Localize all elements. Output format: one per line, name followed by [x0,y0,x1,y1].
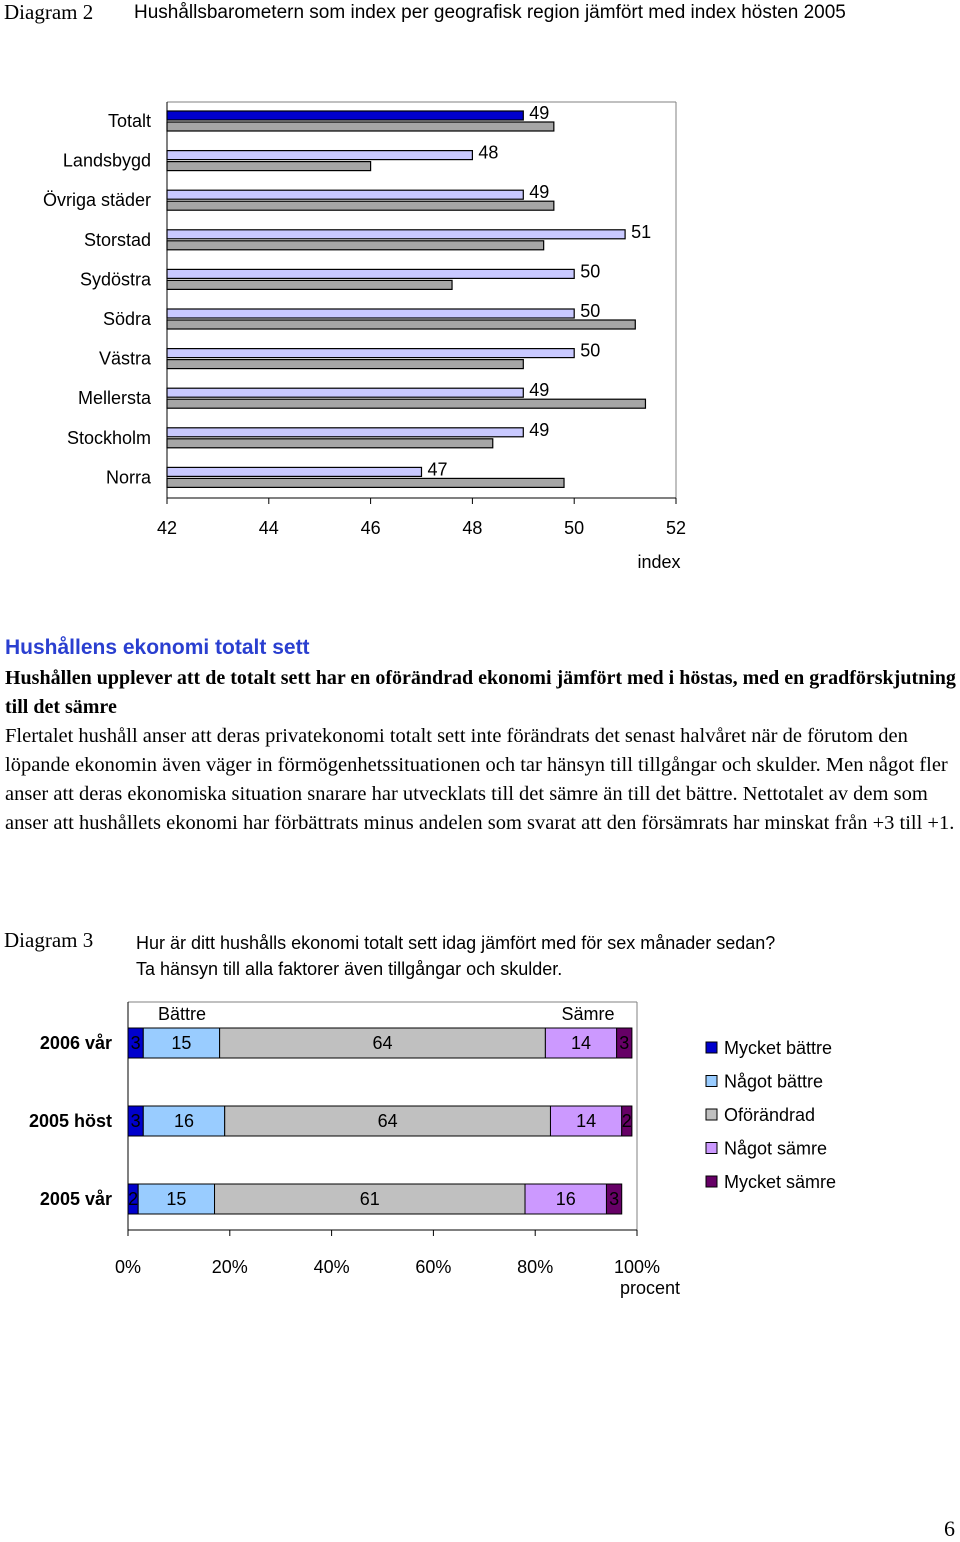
legend-swatch [706,1176,717,1187]
chart3-category-labels [29,1033,112,1209]
chart3-stacked-bars [128,1028,632,1214]
chart2-value-label: 50 [580,301,601,321]
chart3-segment-label: 2 [621,1111,632,1131]
chart3-segment-label: 14 [576,1111,597,1131]
section-lead: Hushållen upplever att de totalt sett har en oförändrad ekonomi jämfört med i höstas, med en gradförskjutning till det sämre [5,667,956,718]
chart3-tick-label: 60% [415,1257,452,1277]
legend-label: Något bättre [724,1071,824,1092]
chart3-category-label: 2006 vår [39,1033,112,1053]
household-economy-chart [0,990,960,1300]
chart2-bar-current [167,151,472,160]
chart2-value-label: 50 [580,340,601,361]
chart3-tick-label: 100% [613,1257,661,1277]
chart2-x-ticks [157,498,686,538]
chart2-bar-autumn-2005 [167,399,645,408]
chart2-bar-autumn-2005 [167,122,554,131]
chart3-segment-label: 3 [130,1111,141,1131]
chart3-category-label: 2005 vår [39,1189,112,1209]
chart2-value-label: 47 [427,459,448,480]
legend-swatch [706,1143,717,1154]
legend-label: Något sämre [724,1138,828,1159]
chart2-bar-current [167,467,422,476]
chart3-x-axis-label: procent [619,1278,681,1298]
chart2-bar-current [167,230,625,239]
chart3-x-ticks [115,1230,660,1277]
chart2-bar-current [167,428,523,437]
chart2-value-label: 49 [529,182,550,203]
chart2-category-label: Övriga städer [42,190,151,211]
chart2-bar-current [167,269,574,278]
chart2-value-label: 49 [529,103,550,123]
chart2-category-label: Stockholm [66,427,151,448]
chart3-segment-label: 61 [359,1189,380,1209]
chart3-annotations [158,1004,615,1024]
chart2-category-labels [43,111,152,487]
chart3-segment-label: 15 [171,1033,192,1053]
chart2-value-label: 48 [478,142,499,163]
chart2-bar-current [167,309,574,318]
chart2-bar-current [167,190,523,199]
diagram3-label: Diagram 3 [4,928,94,952]
chart3-tick-label: 0% [114,1257,142,1277]
chart3-tick-label: 40% [313,1257,350,1277]
page-number: 6 [944,1516,955,1541]
chart2-bar-autumn-2005 [167,360,523,369]
chart2-tick-label: 48 [462,518,483,538]
diagram3-question-line1: Hur är ditt hushålls ekonomi totalt sett idag jämfört med för sex månader sedan? [136,933,776,953]
chart3-annotation-better: Bättre [157,1004,207,1024]
legend-label: Oförändrad [724,1105,816,1125]
diagram2-title: Hushållsbarometern som index per geografisk region jämfört med index hösten 2005 [134,2,846,23]
legend-swatch [706,1042,717,1053]
legend-label: Mycket sämre [724,1172,837,1192]
chart2-value-label: 51 [631,221,652,242]
legend-label: Mycket bättre [724,1038,833,1058]
chart2-category-label: Norra [105,467,151,488]
section-heading: Hushållens ekonomi totalt sett [5,636,310,659]
chart3-tick-label: 80% [517,1257,554,1277]
region-index-chart [0,90,960,580]
chart2-tick-label: 44 [258,518,279,538]
chart2-category-label: Västra [98,348,151,369]
diagram2-label: Diagram 2 [4,0,94,24]
chart3-segment-label: 2 [128,1189,139,1209]
chart3-category-label: 2005 höst [28,1111,112,1131]
chart3-segment-label: 3 [130,1033,141,1053]
section-body: Flertalet hushåll anser att deras privatekonomi totalt sett inte förändrats det senast halvåret när de förutom den löpande ekonomin även väger in förmögenhetssituationen och tar hänsyn till tillgångar och skulder. Men något fler anser att deras ekonomiska situation snarare har utvecklats till det sämre än till det bättre. Nettotalet av dem som anser att hushållets ekonomi har förbättrats minus andelen som svarat att den försämrats har minskat från +3 till +1. [5,725,955,834]
chart2-tick-label: 50 [564,518,585,538]
chart2-bar-autumn-2005 [167,201,554,210]
chart2-tick-label: 52 [665,518,687,538]
chart2-bars [167,111,645,487]
diagram3-question [136,930,775,982]
diagram3-question-line2: Ta hänsyn till alla faktorer även tillgångar och skulder. [136,959,563,979]
chart2-tick-label: 42 [156,518,178,538]
legend-swatch [706,1076,717,1087]
chart3-tick-label: 20% [211,1257,248,1277]
chart2-bar-current [167,349,574,358]
chart2-category-label: Södra [102,309,151,329]
chart2-bar-autumn-2005 [167,439,493,448]
chart3-segment-label: 15 [166,1189,187,1209]
chart2-bar-autumn-2005 [167,241,544,250]
chart3-segment-label: 64 [377,1111,398,1131]
chart2-x-axis-label: index [637,552,681,572]
chart2-category-label: Storstad [83,229,151,250]
chart2-bar-current [167,111,523,120]
chart2-category-label: Totalt [107,111,151,131]
economy-section [5,636,960,838]
legend-swatch [706,1109,717,1120]
chart3-segment-label: 64 [372,1033,393,1053]
chart3-segment-label: 3 [609,1189,620,1209]
chart2-bar-autumn-2005 [167,280,452,289]
chart2-bar-autumn-2005 [167,320,635,329]
diagram2-caption [4,0,846,25]
chart2-category-label: Landsbygd [62,150,151,171]
chart2-category-label: Mellersta [77,388,151,409]
chart3-segment-label: 16 [555,1189,576,1209]
chart2-tick-label: 46 [360,518,381,538]
chart3-segment-label: 16 [173,1111,195,1131]
chart3-annotation-worse: Sämre [561,1004,615,1024]
chart2-bar-autumn-2005 [167,162,371,171]
chart2-bar-current [167,388,523,397]
chart3-segment-label: 3 [619,1033,630,1053]
chart2-value-label: 49 [529,419,550,440]
chart2-value-label: 49 [529,380,550,401]
chart3-segment-label: 14 [570,1033,592,1053]
chart2-value-label: 50 [580,261,601,282]
chart2-category-label: Sydöstra [79,269,151,290]
chart2-bar-autumn-2005 [167,478,564,487]
chart3-legend [706,1038,836,1192]
